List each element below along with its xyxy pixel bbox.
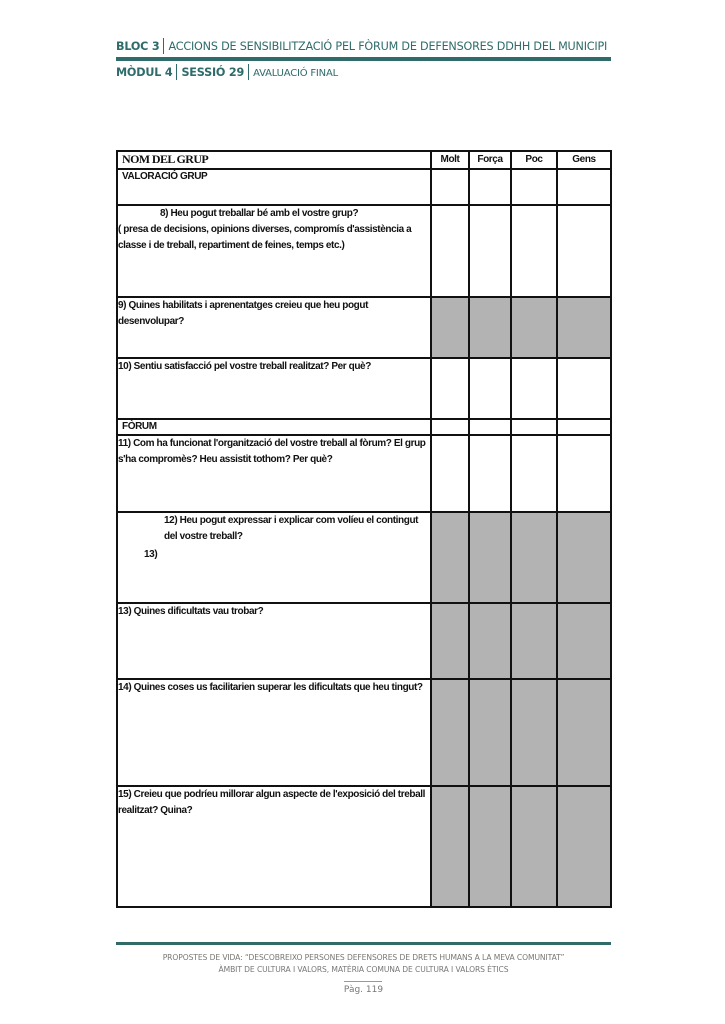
rating-cell[interactable] bbox=[469, 419, 511, 435]
rating-cell[interactable] bbox=[469, 205, 511, 297]
header-separator bbox=[163, 38, 164, 54]
question-row-10 bbox=[117, 358, 611, 419]
rating-cell[interactable] bbox=[511, 358, 557, 419]
shaded-cell bbox=[469, 297, 511, 358]
question-9-text: 9) Quines habilitats i aprenentatges creieu que heu pogut desenvolupar? bbox=[117, 297, 431, 358]
column-header-molt: Molt bbox=[431, 151, 469, 169]
shaded-cell bbox=[511, 297, 557, 358]
page-number-rule bbox=[344, 981, 382, 982]
section-title-forum: FÒRUM bbox=[117, 419, 431, 435]
question-row-11 bbox=[117, 435, 611, 512]
shaded-cell bbox=[431, 512, 469, 603]
shaded-cell bbox=[431, 786, 469, 907]
shaded-cell bbox=[469, 786, 511, 907]
rating-cell[interactable] bbox=[557, 205, 611, 297]
question-8-text bbox=[117, 205, 431, 297]
evaluation-form-table bbox=[116, 150, 612, 908]
footer-line-2: ÀMBIT DE CULTURA I VALORS, MATÈRIA COMUNA DE CULTURA I VALORS ÈTICS bbox=[218, 965, 509, 974]
rating-cell[interactable] bbox=[431, 435, 469, 512]
rating-cell[interactable] bbox=[557, 419, 611, 435]
session-title: AVALUACIÓ FINAL bbox=[253, 68, 338, 79]
bloc-title: ACCIONS DE SENSIBILITZACIÓ PEL FÒRUM DE DEFENSORES DDHH DEL MUNICIPI bbox=[168, 40, 608, 53]
question-row-14 bbox=[117, 679, 611, 786]
shaded-cell bbox=[511, 679, 557, 786]
stray-number: 13) bbox=[144, 549, 158, 560]
shaded-cell bbox=[557, 679, 611, 786]
question-15-text: 15) Creieu que podríeu millorar algun aspecte de l'exposició del treball realitzat? Quina? bbox=[117, 786, 431, 907]
header-separator bbox=[248, 64, 249, 80]
header-rule bbox=[116, 57, 611, 61]
footer-rule bbox=[116, 942, 611, 945]
group-name-label: NOM DEL GRUP bbox=[117, 151, 431, 169]
shaded-cell bbox=[469, 512, 511, 603]
question-row-9 bbox=[117, 297, 611, 358]
question-11-text: 11) Com ha funcionat l'organització del vostre treball al fòrum? El grup s'ha compromès? Heu assistit tothom? Per què? bbox=[117, 435, 431, 512]
shaded-cell bbox=[511, 512, 557, 603]
question-row-13 bbox=[117, 603, 611, 679]
sessio-label: SESSIÓ 29 bbox=[181, 66, 245, 79]
rating-cell[interactable] bbox=[511, 435, 557, 512]
rating-cell[interactable] bbox=[557, 169, 611, 205]
rating-cell[interactable] bbox=[511, 205, 557, 297]
rating-cell[interactable] bbox=[511, 169, 557, 205]
shaded-cell bbox=[431, 603, 469, 679]
shaded-cell bbox=[511, 603, 557, 679]
rating-cell[interactable] bbox=[431, 205, 469, 297]
question-13-text: 13) Quines dificultats vau trobar? bbox=[117, 603, 431, 679]
section-row-forum bbox=[117, 419, 611, 435]
footer-line-1: PROPOSTES DE VIDA: “DESCOBREIXO PERSONES DEFENSORES DE DRETS HUMANS A LA MEVA COMUNITAT” bbox=[162, 953, 565, 962]
shaded-cell bbox=[511, 786, 557, 907]
shaded-cell bbox=[557, 512, 611, 603]
rating-cell[interactable] bbox=[511, 419, 557, 435]
section-row-group bbox=[117, 169, 611, 205]
rating-cell[interactable] bbox=[557, 435, 611, 512]
shaded-cell bbox=[431, 679, 469, 786]
question-12-text: 12) Heu pogut expressar i explicar com volíeu el contingut del vostre treball? bbox=[164, 515, 419, 542]
header-bloc-line bbox=[116, 38, 607, 54]
column-header-poc: Poc bbox=[511, 151, 557, 169]
shaded-cell bbox=[557, 297, 611, 358]
shaded-cell bbox=[469, 603, 511, 679]
shaded-cell bbox=[431, 297, 469, 358]
rating-cell[interactable] bbox=[557, 358, 611, 419]
table-header-row bbox=[117, 151, 611, 169]
question-8-detail: ( presa de decisions, opinions diverses, compromís d'assistència a classe i de treball, repartiment de feines, temps etc.) bbox=[118, 224, 412, 251]
question-12-cell bbox=[117, 512, 431, 603]
section-title-group: VALORACIÓ GRUP bbox=[117, 169, 431, 205]
header-module-line bbox=[116, 64, 338, 80]
column-header-forca: Força bbox=[469, 151, 511, 169]
question-14-text: 14) Quines coses us facilitarien superar les dificultats que heu tingut? bbox=[117, 679, 431, 786]
shaded-cell bbox=[469, 679, 511, 786]
bloc-label: BLOC 3 bbox=[116, 40, 160, 53]
rating-cell[interactable] bbox=[431, 419, 469, 435]
question-10-text: 10) Sentiu satisfacció pel vostre treball realitzat? Per què? bbox=[117, 358, 431, 419]
rating-cell[interactable] bbox=[469, 358, 511, 419]
rating-cell[interactable] bbox=[431, 169, 469, 205]
rating-cell[interactable] bbox=[431, 358, 469, 419]
column-header-gens: Gens bbox=[557, 151, 611, 169]
page-number: Pàg. 119 bbox=[343, 985, 384, 995]
shaded-cell bbox=[557, 786, 611, 907]
question-row-12 bbox=[117, 512, 611, 603]
modul-label: MÒDUL 4 bbox=[116, 66, 173, 79]
rating-cell[interactable] bbox=[469, 169, 511, 205]
header-separator bbox=[176, 64, 177, 80]
question-8-title: 8) Heu pogut treballar bé amb el vostre grup? bbox=[160, 208, 359, 219]
shaded-cell bbox=[557, 603, 611, 679]
question-row-15 bbox=[117, 786, 611, 907]
question-row-8 bbox=[117, 205, 611, 297]
rating-cell[interactable] bbox=[469, 435, 511, 512]
